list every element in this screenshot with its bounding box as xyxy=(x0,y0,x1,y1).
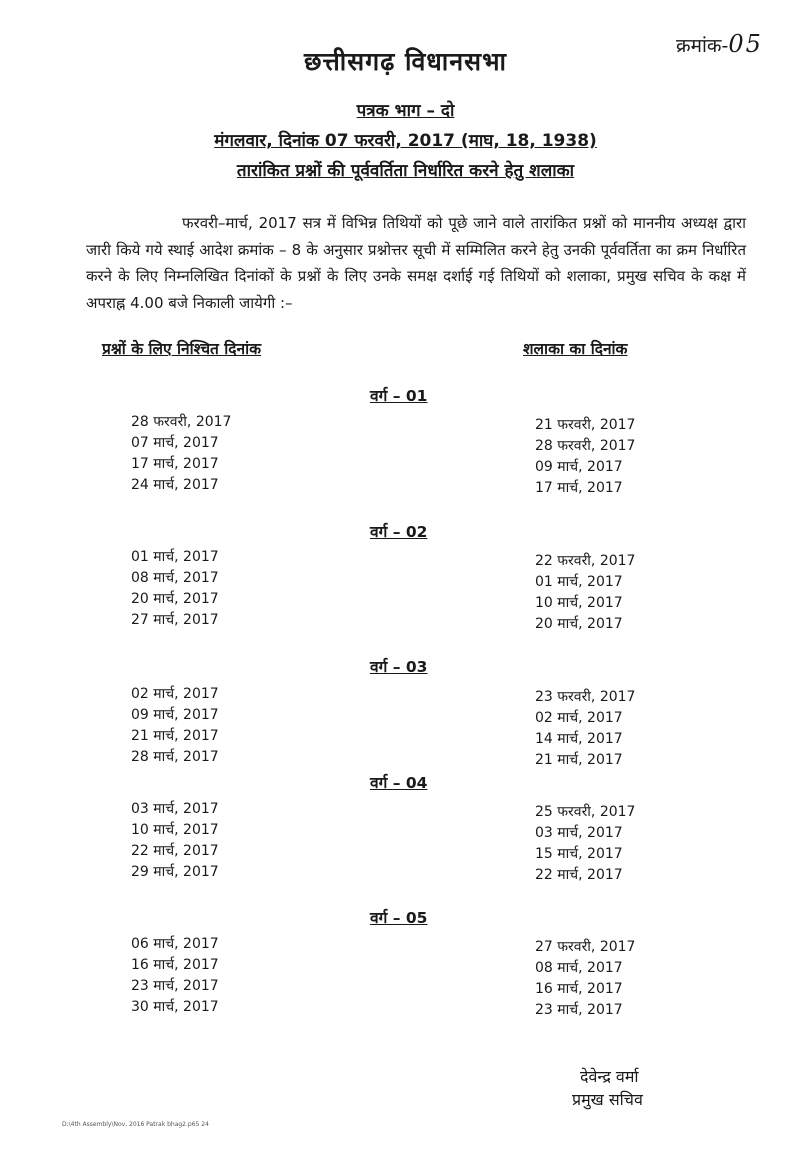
draw-date: 15 मार्च, 2017 xyxy=(535,846,623,862)
question-date: 02 मार्च, 2017 xyxy=(131,686,219,702)
question-date: 21 मार्च, 2017 xyxy=(131,728,219,744)
draw-date: 25 फरवरी, 2017 xyxy=(535,804,636,820)
question-date: 17 मार्च, 2017 xyxy=(131,456,219,472)
draw-date: 23 मार्च, 2017 xyxy=(535,1002,623,1018)
serial-value: 05 xyxy=(728,30,763,58)
signatory-name: देवेन्द्र वर्मा xyxy=(580,1067,639,1086)
draw-date: 01 मार्च, 2017 xyxy=(535,574,623,590)
question-date: 24 मार्च, 2017 xyxy=(131,477,219,493)
question-date: 07 मार्च, 2017 xyxy=(131,435,219,451)
draw-date: 23 फरवरी, 2017 xyxy=(535,689,636,705)
serial-label: क्रमांक- xyxy=(676,35,729,57)
group-heading: वर्ग – 05 xyxy=(370,909,428,927)
column-heading-draw-dates: शलाका का दिनांक xyxy=(523,340,628,358)
question-date: 23 मार्च, 2017 xyxy=(131,978,219,994)
question-date: 22 मार्च, 2017 xyxy=(131,843,219,859)
draw-date: 27 फरवरी, 2017 xyxy=(535,939,636,955)
question-date: 29 मार्च, 2017 xyxy=(131,864,219,880)
draw-date: 08 मार्च, 2017 xyxy=(535,960,623,976)
document-part: पत्रक भाग – दो xyxy=(356,101,455,121)
question-date: 20 मार्च, 2017 xyxy=(131,591,219,607)
organization-title: छत्तीसगढ़ विधानसभा xyxy=(303,47,508,76)
question-date: 27 मार्च, 2017 xyxy=(131,612,219,628)
question-date: 28 मार्च, 2017 xyxy=(131,749,219,765)
group-heading: वर्ग – 03 xyxy=(370,658,428,676)
draw-date: 21 मार्च, 2017 xyxy=(535,752,623,768)
group-heading: वर्ग – 04 xyxy=(370,774,428,792)
group-heading: वर्ग – 01 xyxy=(370,387,428,405)
question-date: 16 मार्च, 2017 xyxy=(131,957,219,973)
question-date: 28 फरवरी, 2017 xyxy=(131,414,232,430)
question-date: 10 मार्च, 2017 xyxy=(131,822,219,838)
question-date: 08 मार्च, 2017 xyxy=(131,570,219,586)
question-date: 30 मार्च, 2017 xyxy=(131,999,219,1015)
question-date: 06 मार्च, 2017 xyxy=(131,936,219,952)
draw-date: 20 मार्च, 2017 xyxy=(535,616,623,632)
question-date: 03 मार्च, 2017 xyxy=(131,801,219,817)
group-heading: वर्ग – 02 xyxy=(370,523,428,541)
draw-date: 10 मार्च, 2017 xyxy=(535,595,623,611)
document-subject: तारांकित प्रश्नों की पूर्ववर्तिता निर्धारित करने हेतु शलाका xyxy=(236,161,575,181)
draw-date: 22 मार्च, 2017 xyxy=(535,867,623,883)
body-paragraph: फरवरी–मार्च, 2017 सत्र में विभिन्न तिथियों को पूछे जाने वाले तारांकित प्रश्नों को माननीय अध्यक्ष द्वारा जारी किये गये स्थाई आदेश क्रमांक – 8 के अनुसार प्रश्नोत्तर सूची में सम्मिलित करने हेतु उनकी पूर्ववर्तिता का क्रम निर्धारित करने के लिए निम्नलिखित दिनांकों के प्रश्नों के लिए उनके समक्ष दर्शाई गई तिथियों को शलाका, प्रमुख सचिव के कक्ष में अपराह्न 4.00 बजे निकाली जायेगी :– xyxy=(86,214,746,312)
draw-date: 16 मार्च, 2017 xyxy=(535,981,623,997)
draw-date: 21 फरवरी, 2017 xyxy=(535,417,636,433)
draw-date: 09 मार्च, 2017 xyxy=(535,459,623,475)
draw-date: 28 फरवरी, 2017 xyxy=(535,438,636,454)
question-date: 09 मार्च, 2017 xyxy=(131,707,219,723)
document-date: मंगलवार, दिनांक 07 फरवरी, 2017 (माघ, 18, 1938) xyxy=(214,131,597,151)
draw-date: 17 मार्च, 2017 xyxy=(535,480,623,496)
draw-date: 22 फरवरी, 2017 xyxy=(535,553,636,569)
draw-date: 02 मार्च, 2017 xyxy=(535,710,623,726)
question-date: 01 मार्च, 2017 xyxy=(131,549,219,565)
footer-file-path: D:\4th Assembly\Nov, 2016 Patrak bhag2.p65 24 xyxy=(62,1121,209,1128)
signatory-title: प्रमुख सचिव xyxy=(572,1090,643,1109)
draw-date: 03 मार्च, 2017 xyxy=(535,825,623,841)
column-heading-question-dates: प्रश्नों के लिए निश्चित दिनांक xyxy=(102,340,262,358)
draw-date: 14 मार्च, 2017 xyxy=(535,731,623,747)
